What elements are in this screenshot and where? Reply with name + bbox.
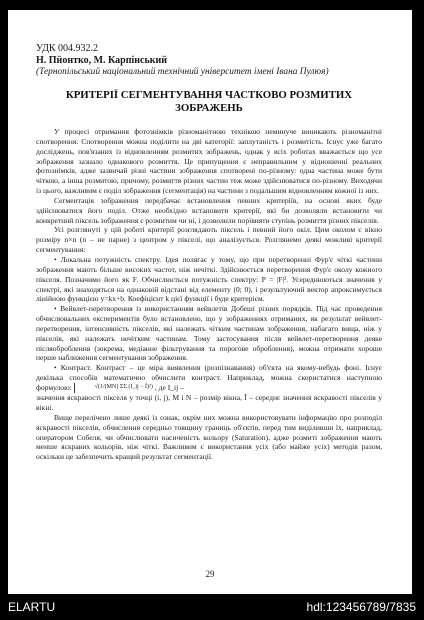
paragraph: • Локальна потужність спектру. Ідея полягає у тому, що при перетворенні Фур'є чіткі частини зображення мають більше високих частот, ніж нечіткі. Здійснюється перетворення Фур'є околу кожного пікселя. Позначимо його як F. Обчислюється потужність спектру: P = |F|². Усереднюються значення у спектрі, які знаходяться на однаковій відстані від елементу (0; 0), і результуючий вектор апроксимується лінійною функцією y=kx+b. Коефіцієнт k цієї функції і буде критерієм. (36, 254, 382, 304)
paragraph: значення яскравості пікселя у точці (i, j), M i N – розмір вікна, Ī – середнє значення яскравості пікселів у вікні. (36, 393, 382, 412)
paragraph-with-formula (36, 363, 382, 393)
paragraph: • Вейвлет-перетворення із використанням вейвлетів Добеші різних порядків. Під час проведення обчислювальних експериментів було встановлено, що у зображеннях отриманих, як результат вейвлет-перетворення, інтенсивність пікселів, які належать чітким частинам зображення, набагато вища, ніж у пікселів, які належать нечітким частинам. Тому застосування після вейвлет-перетворення деяке післяоброблення (зокрема, медіанне фільтрування та порогове оброблення), можна отримати хороше перше наближення сегментування зображення. (36, 304, 382, 363)
footer-handle: hdl:123456789/7835 (306, 600, 416, 614)
paragraph: Вище перелічено лише деякі із ознак, окрім них можна використовувати інформацію про розподіл яскравості пікселів, обчислення середньо товщину границь об'єктів, перед тим виділивши їх, наприклад, оператором Собеля, чи обчислювати насиченість кольору (Saturation), адже розмиті зображення мають менше яскравих кольорів, ніж чіткі. Важливим є використання усіх (або майже усіх) методів разом, оскільки це забезпечить кращий результат сегментації. (36, 412, 382, 462)
paragraph-text: • Контраст. Контраст – це міра виявлення (розпізнавання) об'єкта на якому-небудь фоні. Існує декілька способів математично обчислити контраст. Наприклад, можна скористатися наступною формулою: (36, 363, 382, 392)
paragraph: У процесі отримання фотознімків різноманітною технікою неминуче виникають різноманітні спотворення. Спотворення можна поділити на дві категорії: заплутаність і розмитість. Існує уже багато досліджень, пов'язаних із відновленням розмитих зображень, однак у всіх роботах вважається що усе зображення зазнало однакового розмиття. Це припущення є неправильним у відношенні реальних фотознімків, адже зазвичай різні частини зображення спотворені по-різному: одна частина може бути чіткою, а інша розмитою, причому, розмиття різних частин теж може здійснюватися по-різному. Виходячи із цього, важливим є поділ зображення (сегментація) на частини з подальшим відновленням кожної із них. (36, 127, 382, 196)
authors: Н. Пйонтко, М. Карпінський (36, 55, 168, 66)
formula-suffix: , де I_ij – (154, 382, 184, 392)
paragraph: Усі розглянуті у цій роботі критерії розглядають піксель і певний його окіл. Цим околом є вікно розміру n×n (n – не парне) з центром у пікселі, що аналізується. Розглянемо деякі можливі критерії сегментування: (36, 225, 382, 255)
contrast-formula: √(1/(MN) ΣΣ (I_ij − Ī)²) (74, 383, 155, 393)
paragraph: Сегментація зображення передбачає встановлення певних критеріїв, на основі яких буде здійснюватися його поділ. Отже необхідно встановити критерії, які би дозволяли встановити чи конкретний піксель зображення є розмитим чи ні, і дозволили порівняти ступінь розмиття різних пікселів. (36, 195, 382, 225)
body-text (36, 127, 382, 462)
footer-left-label: ELARTU (8, 600, 56, 614)
affiliation: (Тернопільський національний технічний університет імені Івана Пулюя) (36, 67, 329, 77)
footer-bar (0, 596, 424, 620)
page-number: 29 (205, 569, 215, 579)
paper-title: КРИТЕРІЇ СЕГМЕНТУВАННЯ ЧАСТКОВО РОЗМИТИХ ЗОБРАЖЕНЬ (65, 89, 353, 114)
document-page (8, 10, 412, 594)
udk-code: УДК 004.932.2 (36, 43, 99, 54)
